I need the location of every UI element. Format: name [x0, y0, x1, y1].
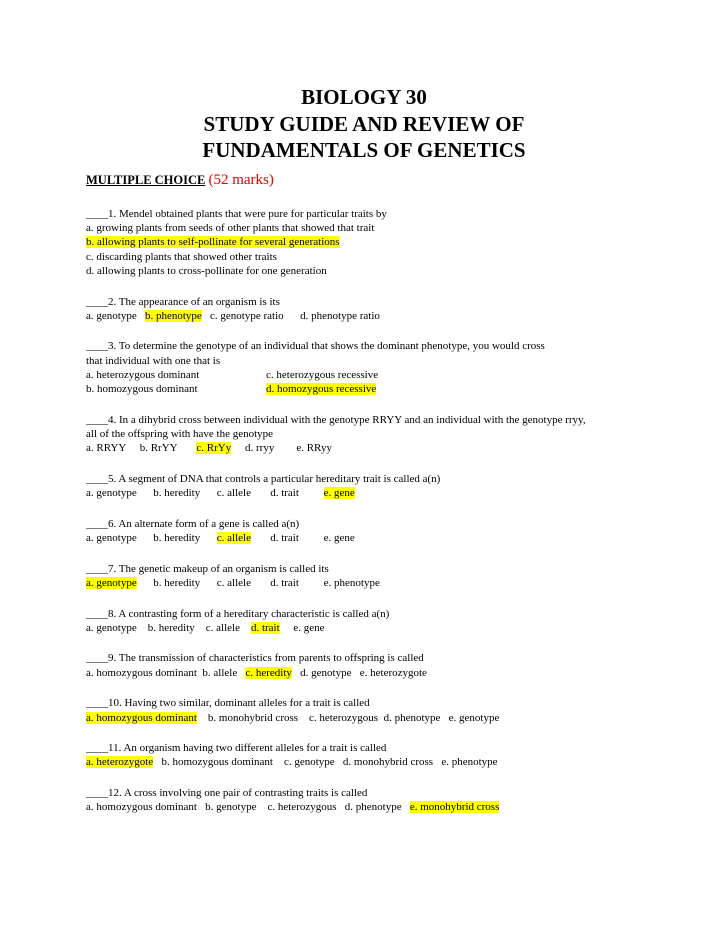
option-b-answer: b. phenotype: [144, 309, 202, 322]
question-5: [86, 472, 686, 500]
option-b: b. allele: [202, 666, 238, 679]
option-d: d. phenotype: [383, 711, 441, 724]
option-d: d. allowing plants to cross-pollinate for one generation: [86, 264, 327, 277]
option-b: b. homozygous dominant: [86, 383, 198, 396]
option-b: b. heredity: [153, 487, 201, 500]
option-d: d. trait: [270, 576, 299, 589]
option-c: c. heterozygous recessive: [266, 368, 379, 381]
question-stem: ____5. A segment of DNA that controls a particular hereditary trait is called a(n): [86, 472, 441, 485]
option-a: a. heterozygous dominant: [86, 368, 200, 381]
section-label: MULTIPLE CHOICE: [86, 173, 206, 187]
option-c: c. allele: [216, 576, 251, 589]
option-a: a. homozygous dominant: [86, 666, 197, 679]
option-e: e. phenotype: [441, 756, 498, 769]
option-e: e. RRyy: [296, 442, 332, 455]
option-e-answer: e. gene: [323, 487, 355, 500]
question-stem: ____4. In a dihybrid cross between individual with the genotype RRYY and an individual with the genotype rryy,: [86, 413, 586, 426]
option-a-answer: a. heterozygote: [86, 756, 154, 769]
question-10: [86, 696, 686, 724]
question-stem: ____1. Mendel obtained plants that were pure for particular traits by: [86, 208, 387, 220]
option-e: e. genotype: [448, 711, 500, 724]
question-stem: ____9. The transmission of characteristics from parents to offspring is called: [86, 652, 424, 665]
question-11: [86, 741, 686, 769]
option-a-answer: a. homozygous dominant: [86, 711, 197, 724]
question-stem: ____2. The appearance of an organism is its: [86, 295, 280, 308]
option-c-answer: c. heredity: [245, 666, 292, 679]
option-a: a. RRYY: [86, 442, 126, 455]
option-c-answer: c. RrYy: [196, 442, 232, 455]
option-d: d. monohybrid cross: [342, 756, 434, 769]
option-e: e. phenotype: [323, 576, 380, 589]
option-a: a. genotype: [86, 531, 137, 544]
option-c: c. heterozygous: [309, 711, 379, 724]
question-stem: ____6. An alternate form of a gene is called a(n): [86, 517, 300, 530]
option-c: c. heterozygous: [267, 801, 337, 814]
document-title: [0, 84, 728, 164]
question-stem: ____10. Having two similar, dominant alleles for a trait is called: [86, 697, 370, 710]
option-d: d. phenotype ratio: [300, 309, 380, 322]
option-a: a. growing plants from seeds of other plants that showed that trait: [86, 222, 375, 235]
section-heading: [86, 172, 274, 189]
title-line-2: STUDY GUIDE AND REVIEW OF: [203, 111, 525, 136]
option-d-answer: d. trait: [250, 621, 280, 634]
question-list: [86, 207, 686, 831]
question-stem-cont: that individual with one that is: [86, 354, 221, 367]
option-b: b. homozygous dominant: [161, 756, 273, 769]
option-b: b. genotype: [205, 801, 257, 814]
question-stem: ____7. The genetic makeup of an organism is called its: [86, 562, 329, 575]
question-stem-cont: all of the offspring with have the genotype: [86, 427, 274, 440]
question-7: [86, 562, 686, 590]
option-e: e. heterozygote: [359, 666, 427, 679]
option-a: a. genotype: [86, 621, 137, 634]
question-4: [86, 413, 686, 456]
option-b: b. heredity: [147, 621, 195, 634]
option-a: a. genotype: [86, 487, 137, 500]
question-stem: ____8. A contrasting form of a hereditary characteristic is called a(n): [86, 607, 390, 620]
option-d: d. trait: [270, 531, 299, 544]
question-stem: ____12. A cross involving one pair of contrasting traits is called: [86, 787, 368, 800]
option-e: e. gene: [323, 531, 355, 544]
option-d: d. phenotype: [344, 801, 402, 814]
option-a: a. homozygous dominant: [86, 801, 197, 814]
option-a: a. genotype: [86, 309, 137, 322]
question-stem: ____3. To determine the genotype of an individual that shows the dominant phenotype, you would cross: [86, 340, 545, 353]
title-line-3: FUNDAMENTALS OF GENETICS: [202, 138, 526, 162]
question-9: [86, 651, 686, 679]
option-c: c. genotype ratio: [210, 309, 284, 322]
question-12: [86, 786, 686, 814]
title-line-1: BIOLOGY 30: [301, 85, 427, 109]
option-a-answer: a. genotype: [86, 576, 137, 589]
question-stem: ____11. An organism having two different alleles for a trait is called: [86, 742, 387, 755]
question-1: [86, 207, 686, 278]
option-d: d. genotype: [300, 666, 352, 679]
option-c-answer: c. allele: [216, 531, 251, 544]
option-e: e. gene: [293, 621, 325, 634]
question-3: [86, 339, 686, 396]
section-marks: (52 marks): [208, 172, 274, 188]
question-8: [86, 607, 686, 635]
option-b: b. monohybrid cross: [207, 711, 299, 724]
option-b: b. RrYY: [139, 442, 178, 455]
question-2: [86, 295, 686, 323]
option-d: d. rryy: [245, 442, 275, 455]
option-c: c. allele: [216, 487, 251, 500]
option-b: b. heredity: [153, 576, 201, 589]
option-d-answer: d. homozygous recessive: [266, 383, 377, 396]
option-b: b. heredity: [153, 531, 201, 544]
option-c: c. genotype: [283, 756, 335, 769]
question-6: [86, 517, 686, 545]
option-e-answer: e. monohybrid cross: [409, 801, 500, 814]
option-b-answer: b. allowing plants to self-pollinate for several generations: [86, 236, 340, 249]
option-c: c. discarding plants that showed other traits: [86, 250, 277, 263]
option-c: c. allele: [205, 621, 240, 634]
option-d: d. trait: [270, 487, 299, 500]
